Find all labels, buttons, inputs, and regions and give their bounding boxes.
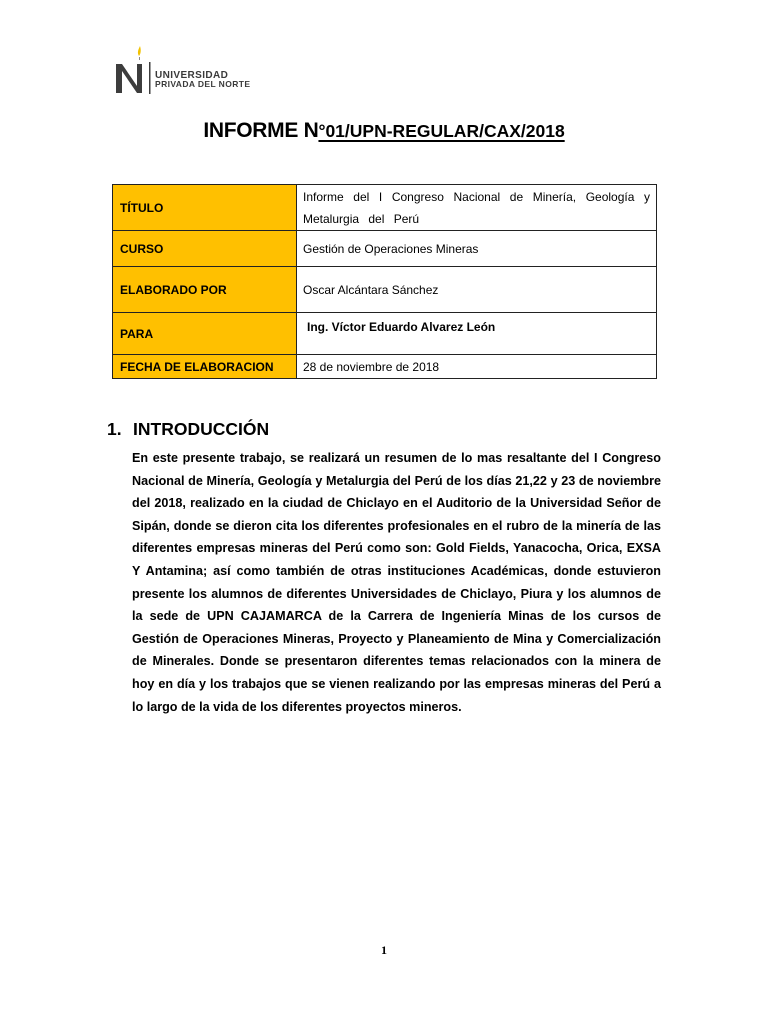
row-value-curso: Gestión de Operaciones Mineras <box>297 231 657 267</box>
section-number: 1. <box>107 419 122 439</box>
report-title <box>0 119 768 143</box>
section-title: INTRODUCCIÓN <box>133 419 270 439</box>
row-value-para <box>297 313 657 355</box>
table-row <box>113 313 657 355</box>
titulo-text: Informe del I Congreso Nacional de Minería, Geología y Metalurgia del Perú <box>303 189 650 226</box>
table-row <box>113 231 657 267</box>
table-row <box>113 355 657 379</box>
row-label-fecha: FECHA DE ELABORACION <box>113 355 297 379</box>
table-row <box>113 185 657 231</box>
table-row <box>113 267 657 313</box>
report-title-main: INFORME N <box>203 119 319 142</box>
report-info-table <box>112 184 657 379</box>
row-label-para: PARA <box>113 313 297 355</box>
report-title-code: °01/UPN-REGULAR/CAX/2018 <box>318 121 565 141</box>
para-text: Ing. Víctor Eduardo Alvarez León <box>307 320 496 334</box>
page-number: 1 <box>381 943 387 957</box>
row-value-fecha: 28 de noviembre de 2018 <box>297 355 657 379</box>
row-label-titulo: TÍTULO <box>113 185 297 231</box>
row-value-elaborado-por: Oscar Alcántara Sánchez <box>297 267 657 313</box>
row-value-titulo <box>297 185 657 231</box>
introduction-paragraph: En este presente trabajo, se realizará un resumen de lo mas resaltante del I Congreso Nacional de Minería, Geología y Metalurgia del Perú de los días 21,22 y 23 de noviembre del 2018, realizado en la ciudad de Chiclayo en el Auditorio de la Universidad Señor de Sipán, donde se dieron cita los diferentes profesionales en el rubro de la minería de las diferentes empresas mineras del Perú como son: Gold Fields, Yanacocha, Orica, EXSA Y Antamina; así como también de otras instituciones Académicas, donde estuvieron presente los alumnos de diferentes Universidades de Chiclayo, Piura y los alumnos de la sede de UPN CAJAMARCA de la Carrera de Ingeniería Minas de los cursos de Gestión de Operaciones Mineras, Proyecto y Planeamiento de Mina y Comercialización de Minerales. Donde se presentaron diferentes temas relacionados con la minera de hoy en día y los trabajos que se vienen realizando por las empresas mineras del Perú a lo largo de la vida de los diferentes proyectos mineros. <box>132 451 661 714</box>
row-label-curso: CURSO <box>113 231 297 267</box>
row-label-elaborado-por: ELABORADO POR <box>113 267 297 313</box>
section-heading <box>107 419 269 440</box>
upn-logo-mark-icon <box>113 44 153 96</box>
university-name <box>155 71 250 89</box>
university-name-line2: PRIVADA DEL NORTE <box>155 79 251 89</box>
university-name-line1: UNIVERSIDAD <box>155 70 229 81</box>
university-logo <box>113 44 273 96</box>
